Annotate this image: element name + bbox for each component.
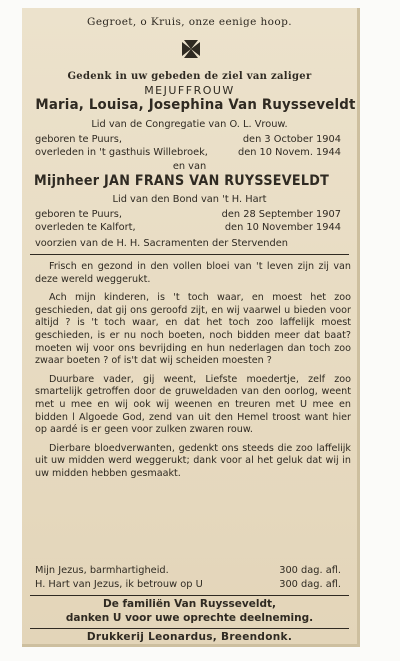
prayer-indulgence: 300 dag. afl.	[279, 579, 341, 590]
intro-line: Gedenk in uw gebeden de ziel van zaliger	[67, 71, 312, 82]
memorial-card	[22, 8, 360, 647]
paragraph: Dierbare bloedverwanten, gedenkt ons steeds die zoo laffelijk uit uw midden werd weggerukt; dank voor al het geluk dat wij in uw midden hebben gesmaakt.	[35, 442, 351, 479]
person1-membership: Lid van de Congregatie van O. L. Vrouw.	[91, 119, 288, 130]
person1-died-label: overleden in 't gasthuis Willebroek,	[35, 147, 208, 158]
paragraph: Ach mijn kinderen, is 't toch waar, en moest het zoo geschieden, dat gij ons geroofd zijt, en wij vaarwel u bieden voor altijd ? is 't toch waar, en dat het toch zoo laffelijk moest geschieden, is er nu noch boeten, noch bidden meer dat baat? moeten wij voor ons bevrijding en hun nederlagen dan toch zoo zwaar boeten ? of is't dat wij scheiden moesten ?	[35, 292, 351, 367]
maltese-cross-icon	[181, 38, 201, 60]
paragraph: Duurbare vader, gij weent, Liefste moedertje, zelf zoo smartelijk getroffen door de gruweldaden van den oorlog, weent met u mee en wij ook wij weenen en treuren met U mee en bidden l Algoede God, zend van uit den Hemel troost want hier op aardé is er geen voor zulken zwaren rouw.	[35, 373, 351, 436]
person2-died-date: den 10 November 1944	[224, 222, 341, 233]
prayer-text: H. Hart van Jezus, ik betrouw op U	[35, 579, 203, 590]
person1-died-date: den 10 Novem. 1944	[237, 147, 341, 158]
prayer-text: Mijn Jezus, barmhartigheid.	[35, 565, 169, 576]
sacraments-line: voorzien van de H. H. Sacramenten der Stervenden	[35, 238, 288, 249]
and-line: en van	[172, 161, 207, 172]
family-line-2: danken U voor uwe oprechte deelneming.	[65, 612, 314, 624]
divider-top	[30, 254, 349, 255]
divider-middle	[30, 595, 349, 596]
person1-born-label: geboren te Puurs,	[35, 134, 123, 145]
motto: Gegroet, o Kruis, onze eenige hoop.	[87, 16, 292, 28]
family-line-1: De familiën Van Ruysseveldt,	[102, 598, 277, 610]
prayer-indulgence: 300 dag. afl.	[279, 565, 341, 576]
person2-died-label: overleden te Kalfort,	[35, 222, 136, 233]
person1-name: Maria, Louisa, Josephina Van Ruysseveldt	[35, 97, 356, 113]
person1-born-date: den 3 October 1904	[242, 134, 341, 145]
printer-credit: Drukkerij Leonardus, Breendonk.	[86, 631, 293, 643]
person1-title: MEJUFFROUW	[144, 84, 235, 97]
divider-bottom	[30, 628, 349, 629]
person2-name: JAN FRANS VAN RUYSSEVELDT	[104, 173, 330, 189]
person2-title: Mijnheer	[34, 173, 100, 189]
person2-born-date: den 28 September 1907	[221, 209, 341, 220]
body-text	[35, 261, 351, 487]
person2-name-line	[34, 173, 329, 189]
paragraph: Frisch en gezond in den vollen bloei van 't leven zijn zij van deze wereld weggerukt.	[35, 261, 351, 285]
person2-membership: Lid van den Bond van 't H. Hart	[112, 194, 267, 205]
person2-born-label: geboren te Puurs,	[35, 209, 123, 220]
